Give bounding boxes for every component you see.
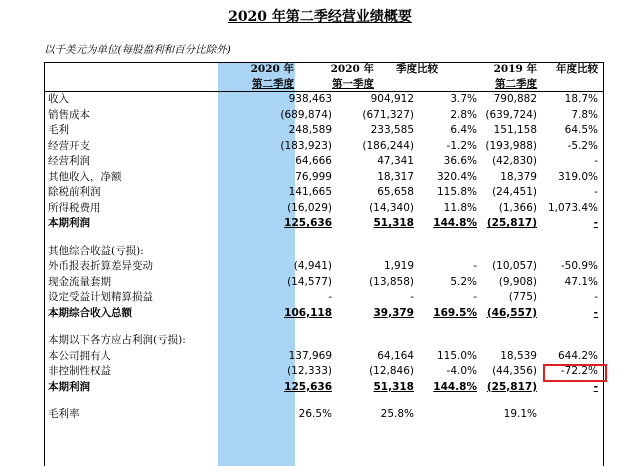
header-q1-2020-year: 2020 年 [330,63,374,75]
row-label: 本期利润 [48,380,90,393]
header-q2-2020 [218,62,294,92]
row-label: 销售成本 [48,108,90,121]
header-yoy [540,62,598,77]
cell-yoy: 1,073.4% [547,201,598,214]
table-row [44,201,604,217]
cell-yoy: -5.2% [567,139,598,152]
table-row [44,275,604,291]
cell-yoy: 47.1% [564,275,598,288]
cell-qoq: 3.7% [450,93,477,105]
cell-q1-2020: 39,379 [373,306,414,319]
row-label: 外币报表折算差异变动 [48,260,153,272]
cell-qoq: 169.5% [433,306,477,319]
cell-q1-2020: 25.8% [380,408,414,420]
cell-yoy: 319.0% [557,170,598,183]
table-row [44,349,604,365]
header-q2-2019-quarter: 第二季度 [495,78,537,90]
cell-q2-2020: (4,941) [293,260,332,272]
cell-q1-2020: 65,658 [377,186,414,198]
cell-q2-2019: (25,817) [486,217,537,229]
cell-q2-2019: (24,451) [492,186,537,198]
cell-qoq: 11.8% [443,201,477,214]
cell-q2-2019: (639,724) [485,108,537,121]
cell-qoq: 144.8% [433,380,477,393]
cell-q2-2019: 19.1% [503,408,537,420]
header-q2-2019-year: 2019 年 [493,63,537,75]
cell-yoy: 7.8% [571,108,598,121]
cell-q2-2019: (775) [508,291,537,303]
row-label: 其他收入，净额 [48,170,122,183]
cell-q1-2020: (13,858) [369,275,414,288]
table-row [44,170,604,186]
cell-yoy: -72.2% [560,365,598,377]
cell-q2-2020: 141,665 [288,186,332,198]
cell-q2-2020: 248,589 [288,124,332,136]
row-label: 非控制性权益 [48,365,111,377]
cell-q2-2020: 125,636 [284,380,332,393]
row-label: 经营利润 [48,155,90,167]
cell-q2-2019: (46,557) [486,306,537,319]
cell-q2-2019: 18,539 [500,349,537,362]
cell-q2-2019: 18,379 [500,170,537,183]
header-q2-2020-quarter: 第二季度 [252,78,294,90]
cell-q2-2019: (193,988) [485,139,537,152]
table-row [44,380,604,396]
cell-q1-2020: 233,585 [370,124,414,136]
cell-q1-2020: (12,846) [369,365,414,377]
table-row [44,395,604,407]
page-title: 2020 年第二季经营业绩概要 [228,9,412,25]
row-label: 毛利 [48,124,69,136]
table-row [44,290,604,306]
cell-q1-2020: (14,340) [369,201,414,214]
cell-qoq: 5.2% [450,275,477,288]
table-row [44,407,604,423]
header-yoy-label: 年度比较 [556,63,598,75]
cell-qoq: - [473,291,477,303]
cell-q2-2020: 125,636 [284,217,332,229]
row-label: 现金流量套期 [48,275,111,288]
table-row [44,259,604,275]
table-row [44,123,604,139]
table-row [44,185,604,201]
cell-qoq: 144.8% [433,217,477,229]
cell-yoy: -50.9% [560,260,598,272]
cell-q2-2020: - [328,291,332,303]
cell-q1-2020: 1,919 [383,260,414,272]
cell-q2-2020: 137,969 [288,349,332,362]
cell-q2-2020: 938,463 [288,93,332,105]
cell-q1-2020: 18,317 [377,170,414,183]
cell-q2-2020: 106,118 [284,306,332,319]
cell-q2-2019: (44,356) [492,365,537,377]
cell-q2-2020: (183,923) [280,139,332,152]
cell-q2-2020: 76,999 [295,170,332,183]
cell-q1-2020: 51,318 [373,380,414,393]
table-row [44,154,604,170]
cell-qoq: 115.8% [436,186,477,198]
row-label: 除税前利润 [48,186,101,198]
header-qoq-label: 季度比较 [396,63,438,75]
cell-q1-2020: 47,341 [377,155,414,167]
cell-q1-2020: 904,912 [370,93,414,105]
header-q1-2020-quarter: 第一季度 [332,78,374,90]
row-label: 本期综合收入总额 [48,306,132,319]
cell-q2-2019: (9,908) [498,275,537,288]
table-row [44,232,604,244]
cell-qoq: -1.2% [446,139,477,152]
cell-q2-2019: (10,057) [492,260,537,272]
cell-q1-2020: (186,244) [362,139,414,152]
cell-yoy: - [594,155,598,167]
cell-q2-2019: (25,817) [486,380,537,393]
row-label: 所得税费用 [48,201,101,214]
table-row [44,108,604,124]
row-label: 本公司拥有人 [48,349,111,362]
table-row [44,306,604,322]
cell-q2-2019: 790,882 [493,93,537,105]
cell-q2-2020: (12,333) [287,365,332,377]
table-row [44,139,604,155]
cell-q2-2019: 151,158 [493,124,537,136]
cell-q2-2020: (14,577) [287,275,332,288]
cell-yoy: - [594,186,598,198]
row-label: 其他综合收益(亏损): [48,244,144,257]
cell-qoq: 36.6% [443,155,477,167]
row-label: 本期利润 [48,217,90,229]
header-qoq [378,62,438,77]
row-label: 经营开支 [48,139,90,152]
table-row [44,216,604,232]
highlight-box-644 [543,364,607,382]
cell-q1-2020: 51,318 [373,217,414,229]
cell-q2-2019: (42,830) [492,155,537,167]
row-label: 设定受益计划精算损益 [48,291,153,303]
financial-table [44,92,604,423]
unit-note: 以千美元为单位(每股盈利和百分比除外) [44,44,231,56]
cell-q2-2020: 26.5% [298,408,332,420]
cell-q1-2020: 64,164 [377,349,414,362]
cell-yoy: - [593,306,598,319]
cell-q1-2020: (671,327) [362,108,414,121]
header-q2-2019 [460,62,537,92]
header-q2-2020-year: 2020 年 [250,63,294,75]
cell-q1-2020: - [410,291,414,303]
row-label: 本期以下各方应占利润(亏损): [48,334,186,346]
cell-yoy: - [593,380,598,393]
cell-yoy: 644.2% [557,349,598,362]
header-q1-2020 [300,62,374,92]
cell-qoq: 6.4% [450,124,477,136]
cell-qoq: 320.4% [436,170,477,183]
row-label: 收入 [48,93,69,105]
table-row [44,333,604,349]
cell-qoq: - [473,260,477,272]
cell-yoy: 64.5% [564,124,598,136]
table-row [44,244,604,260]
table-row [44,321,604,333]
cell-q2-2020: (16,029) [287,201,332,214]
cell-qoq: -4.0% [446,365,477,377]
cell-yoy: - [593,217,598,229]
row-label: 毛利率 [48,408,80,420]
cell-yoy: 18.7% [564,93,598,105]
cell-qoq: 115.0% [436,349,477,362]
cell-q2-2019: (1,366) [498,201,537,214]
cell-q2-2020: (689,874) [280,108,332,121]
table-row [44,364,604,380]
cell-yoy: - [594,291,598,303]
table-row [44,92,604,108]
cell-q2-2020: 64,666 [295,155,332,167]
cell-qoq: 2.8% [450,108,477,121]
